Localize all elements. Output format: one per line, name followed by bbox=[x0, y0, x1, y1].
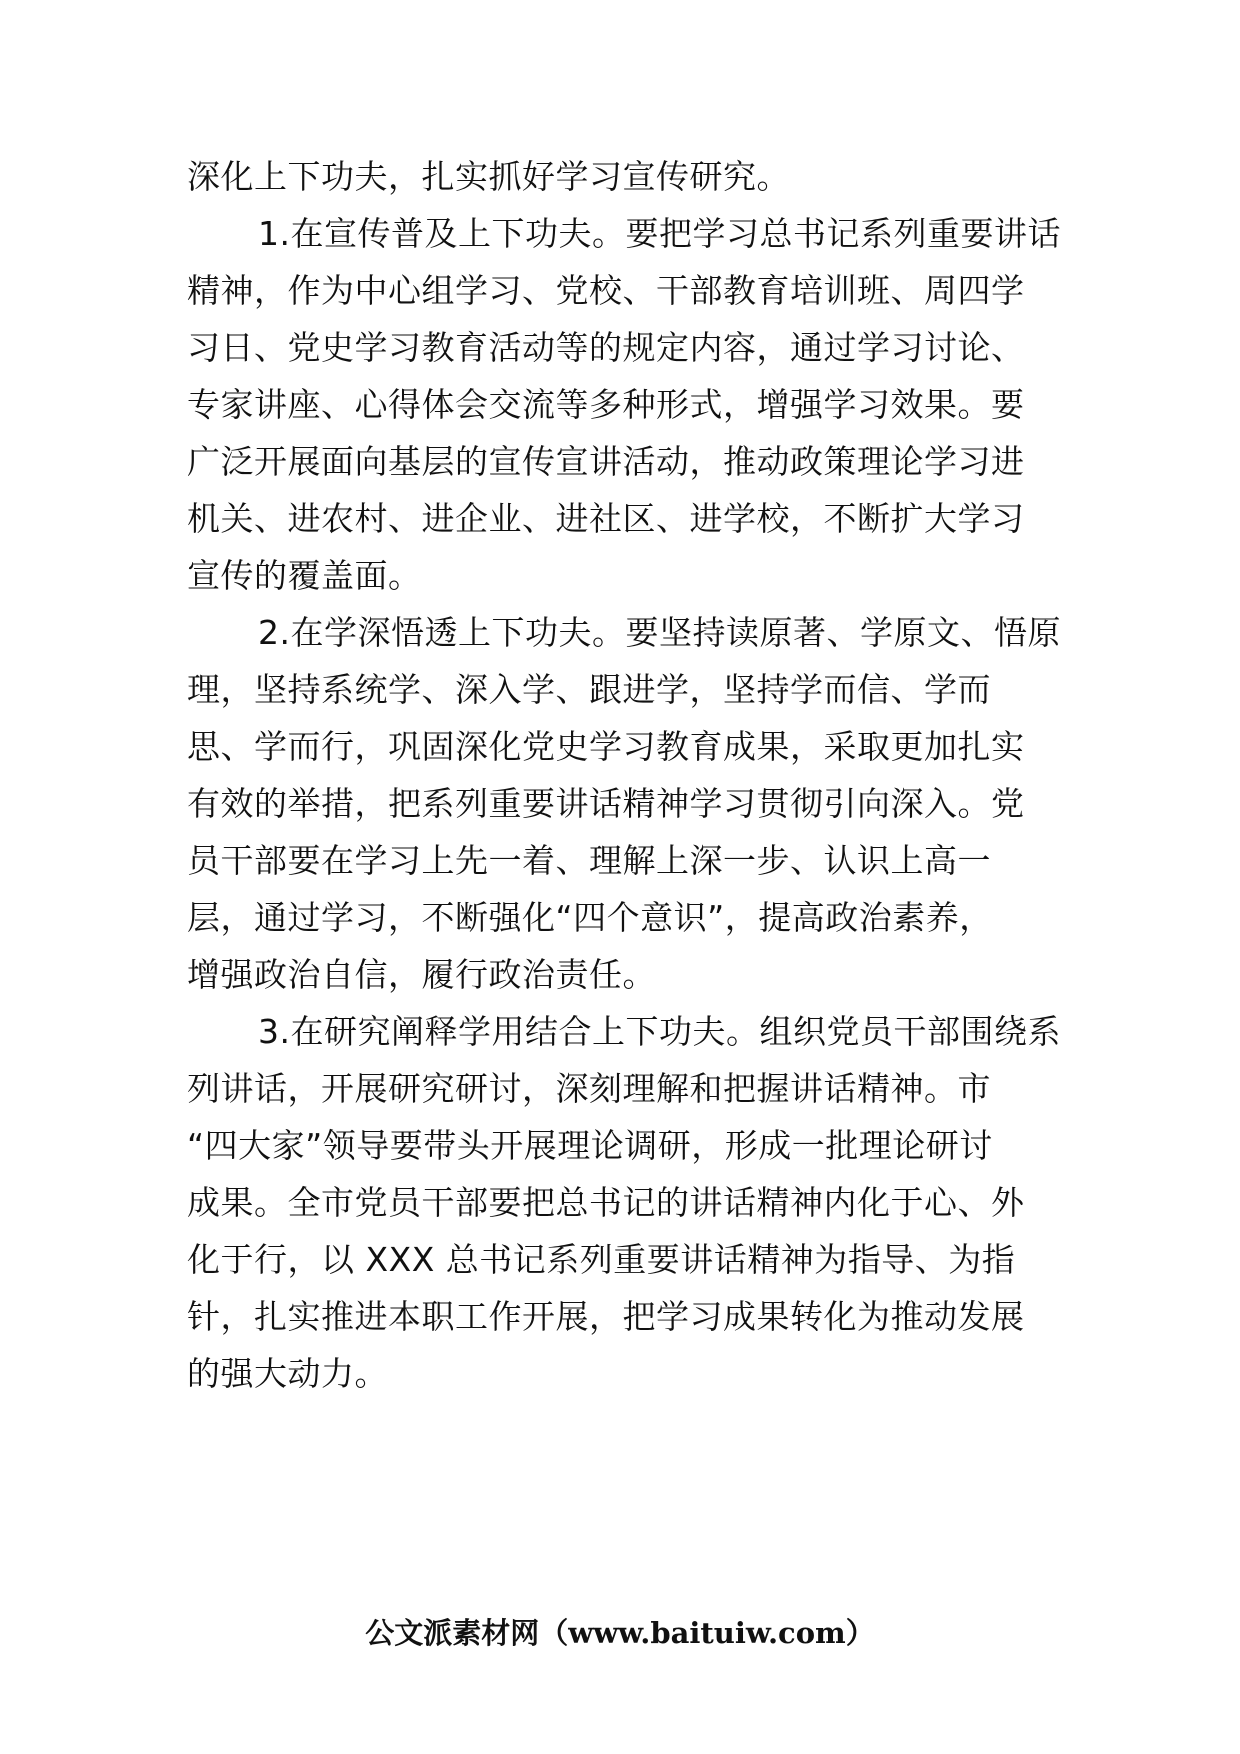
text-line: 机关、进农村、进企业、进社区、进学校，不断扩大学习 bbox=[187, 499, 1025, 538]
text-line: “四大家”领导要带头开展理论调研，形成一批理论研讨 bbox=[187, 1126, 993, 1165]
text-line: 层，通过学习，不断强化“四个意识”，提高政治素养， bbox=[187, 898, 993, 937]
section-2-heading-line: 2.在学深悟透上下功夫。要坚持读原著、学原文、悟原 bbox=[258, 613, 1061, 652]
text-line: 理，坚持系统学、深入学、跟进学，坚持学而信、学而 bbox=[187, 670, 991, 709]
section-1-heading-line: 1.在宣传普及上下功夫。要把学习总书记系列重要讲话 bbox=[258, 214, 1061, 253]
text-line: 精神，作为中心组学习、党校、干部教育培训班、周四学 bbox=[187, 271, 1025, 310]
text-line: 增强政治自信，履行政治责任。 bbox=[187, 955, 656, 994]
text-line: 有效的举措，把系列重要讲话精神学习贯彻引向深入。党 bbox=[187, 784, 1025, 823]
text-line: 宣传的覆盖面。 bbox=[187, 556, 422, 595]
text-line: 化于行，以 XXX 总书记系列重要讲话精神为指导、为指 bbox=[187, 1240, 1016, 1279]
text-line: 深化上下功夫，扎实抓好学习宣传研究。 bbox=[187, 157, 790, 196]
page-footer-watermark: 公文派素材网（www.baituiw.com） bbox=[365, 1616, 875, 1650]
section-3-heading-line: 3.在研究阐释学用结合上下功夫。组织党员干部围绕系 bbox=[258, 1012, 1061, 1051]
text-line: 专家讲座、心得体会交流等多种形式，增强学习效果。要 bbox=[187, 385, 1025, 424]
text-line: 的强大动力。 bbox=[187, 1354, 388, 1393]
text-line: 员干部要在学习上先一着、理解上深一步、认识上高一 bbox=[187, 841, 991, 880]
text-line: 思、学而行，巩固深化党史学习教育成果，采取更加扎实 bbox=[187, 727, 1025, 766]
text-line: 针，扎实推进本职工作开展，把学习成果转化为推动发展 bbox=[187, 1297, 1025, 1336]
text-line: 习日、党史学习教育活动等的规定内容，通过学习讨论、 bbox=[187, 328, 1025, 367]
text-line: 成果。全市党员干部要把总书记的讲话精神内化于心、外 bbox=[187, 1183, 1025, 1222]
text-line: 列讲话，开展研究研讨，深刻理解和把握讲话精神。市 bbox=[187, 1069, 991, 1108]
text-line: 广泛开展面向基层的宣传宣讲活动，推动政策理论学习进 bbox=[187, 442, 1025, 481]
